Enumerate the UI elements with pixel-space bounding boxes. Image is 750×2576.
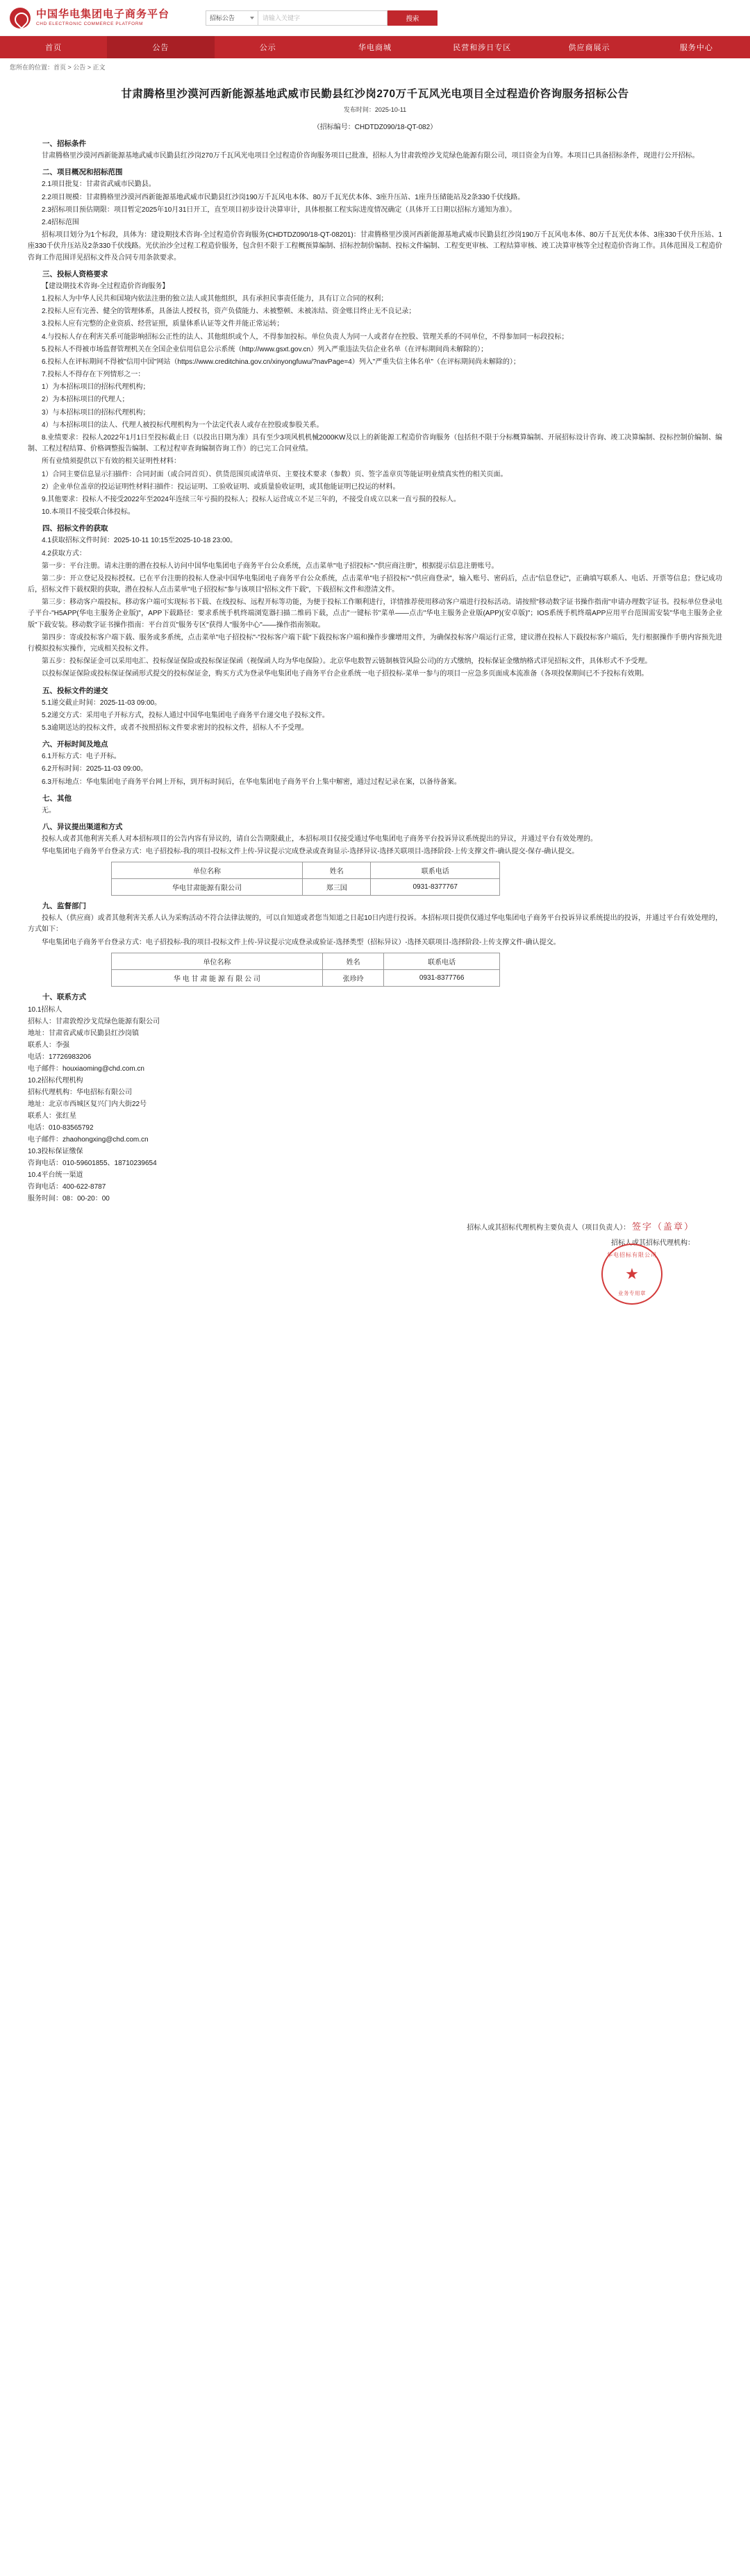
section-4-item-3: 第一步：平台注册。请未注册的潜在投标人访问中国华电集团电子商务平台公众系统，点击菜单"电子招投标"-"供应商注册"，根据提示信息注册账号。 [42,562,499,570]
section-heading-6: 六、开标时间及地点 [42,740,108,749]
signature-handwriting: 签字（盖章） [631,1221,694,1232]
nav-item-supplier-showcase[interactable]: 供应商展示 [568,44,610,52]
chevron-down-icon [250,17,254,19]
tender-code: （招标编号：CHDTDZ090/18-QT-082） [312,124,438,132]
section-3-item-14: 所有业绩须提供以下有效的相关证明性材料： [42,458,181,466]
brand-title-cn: 中国华电集团电子商务平台 [36,8,170,21]
objection-contact-table [111,862,500,896]
col-person-name: 姓名 [303,862,371,879]
section-3-item-1: 【建设期技术咨询-全过程造价咨询服务】 [42,282,169,290]
nav-item-publicity[interactable]: 公示 [259,44,276,52]
site-header [0,0,750,36]
nav-item-private-zone[interactable]: 民营和涉日专区 [453,44,512,52]
section-3-item-9: 1）为本招标项目的招标代理机构； [42,383,150,392]
breadcrumb[interactable]: 您所在的位置：首页 > 公告 > 正文 [0,58,750,75]
contact-line-9: 地址：北京市西城区复兴门内大街22号 [28,1100,147,1108]
section-2-para-3: 2.3招标项目预估期限：项目暂定2025年10月31日开工，直至项目初步设计决算审计，具体根据工程实际进度情况确定（具体开工日期以招标方通知为准）。 [42,206,517,214]
table-header-row [112,953,500,969]
section-heading-8: 八、异议提出渠道和方式 [42,822,123,831]
section-4-item-8: 以投标保证保险或投标保证保函形式提交的投标保证金，购买方式为登录华电集团电子商务平台企业系统一电子招投标-菜单一参与的项目一应急多页面成本流准备（各项投保期间已不予投标有效期。 [42,670,649,678]
section-3-item-11: 3）与本招标项目的招标代理机构； [42,408,150,417]
section-3-item-16: 2）企业单位盖章的投运证明性材料扫描件：投运证明、工验收证明、或质量验收证明，或其他能证明已投运的材料。 [42,483,400,491]
brand[interactable] [10,8,169,28]
signature-label-2: 招标人或其招标代理机构： [611,1239,694,1248]
section-3-item-15: 1）合同主要信息显示扫描件：合同封面（或合同首页）、供货范围页或清单页、主要技术要求（参数）页、签字盖章页等能证明业绩真实性的相关页面。 [42,470,508,478]
section-3-item-12: 4）与本招标项目的法人、代理人被投标代理机构为一个法定代表人或存在控股或参股关系。 [42,421,324,429]
cell-unit-name: 华电甘肃能源有限公司 [112,879,303,896]
main-nav [0,36,750,58]
section-6-item-1: 6.1开标方式：电子开标。 [42,753,121,761]
section-heading-3: 三、投标人资格要求 [42,269,108,278]
section-3-item-10: 2）为本招标项目的代理人； [42,396,129,404]
contact-line-1: 10.1招标人 [28,1005,62,1014]
section-heading-2: 二、项目概况和招标范围 [42,168,123,177]
section-5-item-2: 5.2递交方式：采用电子开标方式，投标人通过中国华电集团电子商务平台递交电子投标文件。 [42,711,329,719]
section-3-item-7: 6.投标人在评标期间不得被"信用中国"网站（https://www.creditchina.gov.cn/xinyongfuwu/?navPage=4）列入"严重失信主体名单"（在评标期间尚未解除的）； [42,358,520,366]
section-3-item-6: 5.投标人不得被市场监督管理机关在全国企业信用信息公示系统（http://www.gsxt.gov.cn）列入严重违法失信企业名单（在评标期间尚未解除的）； [42,345,488,353]
section-2-para-2: 2.2项目规模：甘肃腾格里沙漠河西新能源基地武威市民勤县红沙岗190万千瓦风电本体、80万千瓦光伏本体、3座升压站、1座升压储能站及2条330千伏线路。 [42,193,525,201]
contact-line-16: 咨询电话：400-622-8787 [28,1182,106,1191]
contact-line-3: 地址：甘肃省武威市民勤县红沙岗镇 [28,1029,139,1037]
contact-line-4: 联系人：李强 [28,1041,69,1049]
search-input[interactable] [258,10,388,26]
chd-logo-icon [10,8,31,28]
brand-title-en: CHD ELECTRONIC COMMERCE PLATFORM [36,21,144,26]
contact-line-7: 10.2招标代理机构 [28,1076,83,1085]
section-3-item-8: 7.投标人不得存在下列情形之一： [42,371,145,379]
page-title: 甘肃腾格里沙漠河西新能源基地武威市民勤县红沙岗270万千瓦风光电项目全过程造价咨询服务招标公告 [121,88,629,100]
contact-line-14: 咨询电话：010-59601855、18710239654 [28,1159,157,1167]
section-9-para-2: 华电集团电子商务平台登录方式：电子招投标-我的项目-投标文件上传-异议提示完成登录或验证-选择类型（招标异议）-选择关联项目-选择阶段-上传支撑文件-确认提交。 [42,938,560,946]
stamp-area [28,1238,722,1305]
nav-item-service-center[interactable]: 服务中心 [679,44,713,52]
section-4-item-4: 第二步：开立登记及投标授权。已在平台注册的投标人登录中国华电集团电子商务平台公众系统，点击菜单"电子招投标"-"供应商登录"，输入账号、密码后，点击"信息登记"，正确填写联系人、电话、开票等信息；登记成功后，招标文件下载权限的获取，潜在投标人点击菜单"电子招投标"参与该项目"招标文件下载"，下载招标文件和澄清文件。 [28,574,722,594]
contact-line-11: 电话：010-83565792 [28,1123,94,1132]
publish-date: 发布时间：2025-10-11 [343,106,407,114]
section-5-item-1: 5.1递交截止时间：2025-11-03 09:00。 [42,699,162,707]
search-category-select[interactable] [206,10,258,26]
section-9-para-1: 投标人（供应商）或者其他利害关系人认为采购活动不符合法律法规的，可以自知道或者您当知道之日起10日内进行投诉。本招标项目提供仅通过华电集团电子商务平台投诉异议系统提出的投诉，并通过平台有效处理的，方式如下： [28,914,722,934]
section-8-para-2: 华电集团电子商务平台登录方式：电子招投标-我的项目-投标文件上传-异议提示完成登录或查询显示-选择异议-选择关联项目-选择阶段-上传支撑文件-确认提交-保存-确认提交。 [42,848,579,856]
supervision-contact-table [111,953,500,987]
official-seal-icon [601,1244,662,1305]
section-6-item-2: 6.2开标时间：2025-11-03 09:00。 [42,765,148,773]
section-3-item-4: 3.投标人应有完整的企业资质、经营证照，质量体系认证等文件并能正常运转； [42,320,284,328]
cell-person-name: 郑三国 [303,879,371,896]
section-heading-9: 九、监督部门 [42,902,86,911]
section-3-item-18: 10.本项目不接受联合体投标。 [42,508,135,517]
seal-top-text: 华电招标有限公司 [607,1252,657,1259]
table-row [112,969,500,986]
section-3-item-13: 8.业绩要求：投标人2022年1月1日至投标截止日（以投出日期为准）具有至少3项风机机械2000KW及以上的新能源工程造价咨询服务（包括但不限于分标概算编制、开展招标设计咨询、竣工决算编制、投标控制价编制、编制、工程过程结算、价格调整报告编制、工程过程审查询编制咨询工作）的已完工合同业绩。 [28,434,722,453]
col-unit-name: 单位名称 [112,953,323,969]
signature-label-1: 招标人或其招标代理机构主要负责人（项目负责人）： [467,1223,631,1232]
section-5-item-3: 5.3逾期送达的投标文件，或者不按照招标文件要求密封的投标文件，招标人不予受理。 [42,724,308,732]
section-3-item-2: 1.投标人为中华人民共和国境内依法注册的独立法人或其他组织，具有承担民事责任能力，具有订立合同的权利； [42,294,388,303]
col-person-name: 姓名 [322,953,383,969]
search-button[interactable]: 搜索 [388,10,438,26]
section-2-para-1: 2.1项目批复：甘肃省武威市民勤县。 [42,181,156,189]
table-header-row [112,862,500,879]
seal-bottom-text: 业务专用章 [618,1290,646,1297]
seal-star-icon: ★ [625,1265,639,1283]
section-3-item-5: 4.与投标人存在利害关系可能影响招标公正性的法人、其他组织或个人，不得参加投标。单位负责人为同一人或者存在控股、管理关系的不同单位，不得参加同一标段投标； [42,333,569,341]
col-unit-name: 单位名称 [112,862,303,879]
section-heading-4: 四、招标文件的获取 [42,524,108,533]
cell-phone: 0931-8377767 [371,879,500,896]
section-8-para-1: 投标人或者其他利害关系人对本招标项目的公告内容有异议的，请自公告期限截止，本招标项目仅接受通过华电集团电子商务平台投诉异议系统提出的异议，并通过平台有效处理的。 [42,835,597,843]
table-row [112,879,500,896]
section-2-para-4: 2.4招标范围 [42,219,79,226]
contact-line-6: 电子邮件：houxiaoming@chd.com.cn [28,1064,144,1073]
section-heading-7: 七、其他 [42,794,72,803]
search-category-value: 招标公告 [210,15,235,22]
contact-line-15: 10.4平台统一渠道 [28,1171,83,1179]
section-3-item-3: 2.投标人应有完善、健全的管理体系，具备法人授权书，资产负债能力、未被整顿、未被冻结、资金账目终止无不良记录； [42,308,416,316]
section-heading-5: 五、投标文件的递交 [42,686,108,695]
section-3-item-17: 9.其他要求：投标人不接受2022年至2024年连续三年亏损的投标人；投标人运营成立不足三年的，不接受自成立以来一直亏损的投标人。 [42,495,460,503]
cell-unit-name: 华 电 甘 肃 能 源 有 限 公 司 [112,969,323,986]
col-phone: 联系电话 [371,862,500,879]
section-4-item-1: 4.1获取招标文件时间：2025-10-11 10:15至2025-10-18 23:00。 [42,537,238,545]
contact-line-5: 电话：17726983206 [28,1053,92,1061]
contact-line-12: 电子邮件：zhaohongxing@chd.com.cn [28,1135,149,1144]
search-bar [206,10,438,26]
section-4-item-7: 第五步：投标保证金可以采用电汇、投标保证保险或投标保证保函（视保函人均为华电保险）。北京华电数智云链制核管风险公司)的方式缴纳，投标保证金缴纳格式详见招标文件，具体形式不予受理。 [42,658,652,666]
col-phone: 联系电话 [384,953,500,969]
document-body [0,75,750,1319]
section-heading-1: 一、招标条件 [42,140,86,149]
section-1-para-1: 甘肃腾格里沙漠河西新能源基地武威市民勤县红沙岗270万千瓦风光电项目全过程造价咨询服务项目已批准，招标人为甘肃敦煌沙戈荒绿色能源有限公司，项目资金为自筹。本项目已具备招标条件，现进行公开招标。 [42,152,699,160]
nav-item-mall[interactable]: 华电商城 [358,44,392,52]
contact-line-10: 联系人：张红星 [28,1112,76,1120]
cell-phone: 0931-8377766 [384,969,500,986]
section-4-item-5: 第三步：移动客户端投标。移动客户端可实现标书下载、在线投标、远程开标等功能，为便于投标工作顺利进行，详情推荐使用移动客户端进行投标活动。请按照"移动数字证书操作指南"申请办理数字证书。投标单位登录电子平台-"H5APP(华电主服务企业版)"，APP下载路径：要求系统手机终端浏览器扫描二维码下载，点击"一键标书"菜单——点击"华电主服务企业版(APP)(安卓版)"；IOS系统手机终端APP应用平台范围需安装"华电主服务企业版"下载安装。移动数字证书操作指南：平台首页"服务专区"获得人"服务中心"——操作指南领取。 [28,599,722,629]
contact-line-8: 招标代理机构：华电招标有限公司 [28,1088,132,1096]
section-4-item-2: 4.2获取方式： [42,549,86,558]
nav-item-home[interactable]: 首页 [45,44,62,52]
section-4-item-6: 第四步：寄或投标客户端下载、服务或多系统，点击菜单"电子招投标"-"投标客户端下载"下载投标客户端和操作步骤增用文件，为确保投标客户端运行正常，建议潜在投标人下载投标客户端后，先行根据操作手册内容预先进行模拟投标实操作，完成相关投标文件。 [28,633,722,653]
contact-line-2: 招标人：甘肃敦煌沙戈荒绿色能源有限公司 [28,1017,160,1026]
section-6-item-3: 6.3开标地点：华电集团电子商务平台网上开标，到开标时间后，在华电集团电子商务平台上集中解密，通过过程记录在案，以备待备案。 [42,778,461,786]
cell-person-name: 张珍玲 [322,969,383,986]
contact-line-17: 服务时间：08：00-20：00 [28,1194,110,1203]
section-7-item-1: 无。 [42,806,56,814]
nav-item-announcements[interactable]: 公告 [107,36,214,58]
contact-line-13: 10.3投标保证缴保 [28,1147,83,1155]
section-2-para-5: 招标项目划分为1个标段，具体为：建设期技术咨询-全过程造价咨询服务(CHDTDZ090/18-QT-08201)：甘肃腾格里沙漠河西新能源基地武威市民勤县红沙岗190万千瓦风电本体、80万千瓦光伏本体、3座330千伏升压站、1座330千伏升压站及2条330千伏线路。光伏治沙全过程工程造价服务，包含但不限于工程概预算编制、招标控制价编制、投标文件编制、工程变更审核、工程结算审核、竣工决算审核等全过程造价咨询工作。具体范围及工程造价咨询工作范围详见招标文件及合同专用条款要求。 [28,231,722,262]
section-heading-10: 十、联系方式 [42,992,86,1001]
